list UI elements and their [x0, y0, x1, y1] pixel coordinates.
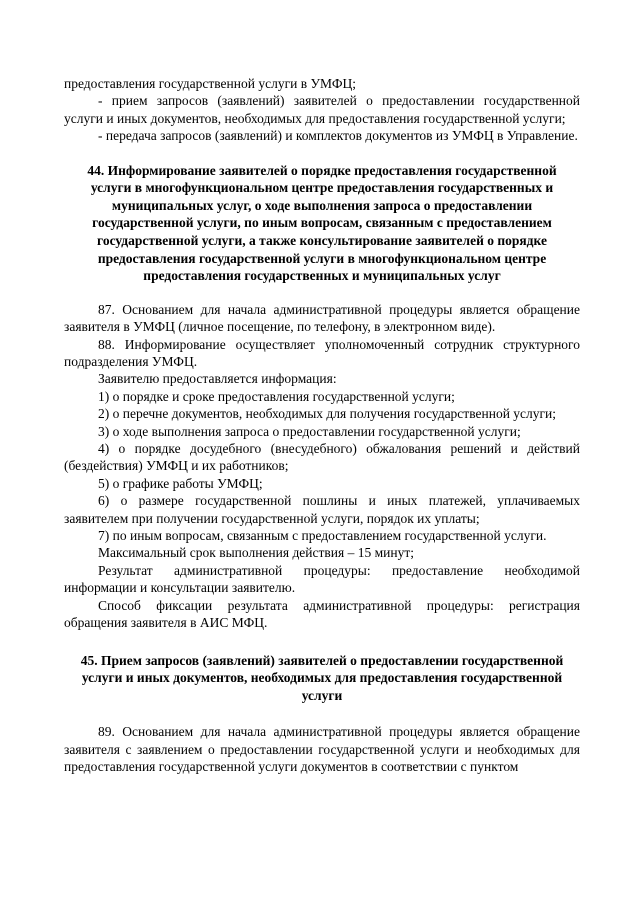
paragraph-89: 89. Основанием для начала административной процедуры является обращение заявителя с заявлением о предоставлении государственной услуги и необходимых для предоставления государственной услуги документов в соответствии с пунктом: [64, 724, 580, 775]
list-item: - передача запросов (заявлений) и комплектов документов из УМФЦ в Управление.: [98, 128, 578, 144]
paragraph: предоставления государственной услуги в УМФЦ;: [64, 76, 357, 91]
list-item: 5) о графике работы УМФЦ;: [98, 475, 263, 491]
paragraph: Способ фиксации результата административной процедуры: регистрация обращения заявителя в АИС МФЦ.: [64, 597, 580, 631]
paragraph: Результат административной процедуры: предоставление необходимой информации и консультации заявителю.: [64, 562, 580, 596]
paragraph: Заявителю предоставляется информация:: [98, 371, 337, 387]
section-45-heading: 45. Прием запросов (заявлений) заявителей о предоставлении государственной услуги и иных документов, необходимых для предоставления государственной услуги: [80, 652, 564, 703]
list-item: 2) о перечне документов, необходимых для получения государственной услуги;: [98, 406, 557, 422]
section-44-heading: 44. Информирование заявителей о порядке предоставления государственной услуги в многофункциональном центре предоставления государственных и муниципальных услуг, о ходе выполнения запроса о предоставлении государственной услуги, по иным вопросам, связанным с предоставлением государственной услуги, а также консультирование заявителей о порядке предоставления государственной услуги в многофункциональном центре предоставления государственных и муниципальных услуг: [87, 162, 557, 284]
page-content: [64, 75, 580, 776]
list-item: 7) по иным вопросам, связанным с предоставлением государственной услуги.: [98, 528, 547, 544]
paragraph-88: 88. Информирование осуществляет уполномоченный сотрудник структурного подразделения УМФЦ.: [64, 336, 580, 369]
paragraph-87: 87. Основанием для начала административной процедуры является обращение заявителя в УМФЦ (личное посещение, по телефону, в электронном виде).: [64, 301, 580, 335]
list-item: 1) о порядке и сроке предоставления государственной услуги;: [98, 388, 455, 404]
list-item: - прием запросов (заявлений) заявителей о предоставлении государственной услуги и иных документов, необходимых для предоставления государственной услуги;: [64, 93, 580, 126]
list-item: 3) о ходе выполнения запроса о предоставлении государственной услуги;: [98, 423, 521, 439]
list-item: 6) о размере государственной пошлины и иных платежей, уплачиваемых заявителем при получении государственной услуги, порядок их уплаты;: [64, 493, 580, 526]
paragraph: Максимальный срок выполнения действия – 15 минут;: [98, 545, 414, 561]
list-item: 4) о порядке досудебного (внесудебного) обжалования решений и действий (бездействия) УМФЦ и их работников;: [64, 441, 580, 474]
